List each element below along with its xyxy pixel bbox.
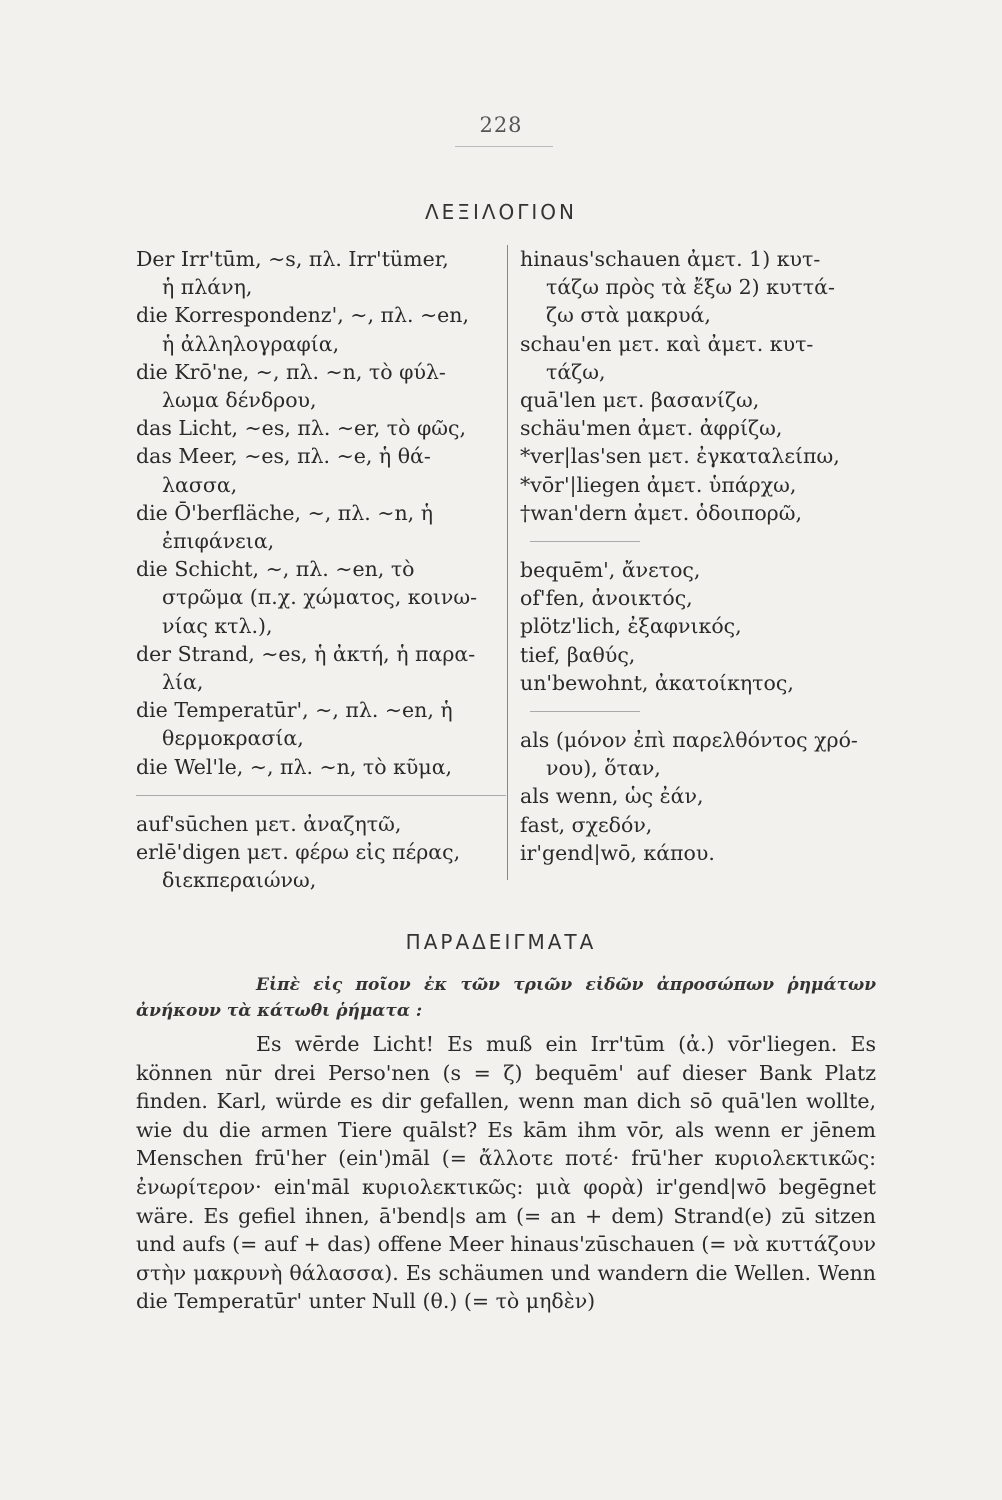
lexicon-entry — [136, 810, 506, 838]
lexicon-entry-line: die Ō'berfläche, ∼, πλ. ∼n, ἡ — [136, 500, 433, 525]
lexicon-entry — [520, 442, 890, 470]
lexicon-entry — [520, 811, 890, 839]
lexicon-entry — [136, 499, 506, 555]
lexicon-entry — [136, 358, 506, 414]
lexicon-entry — [136, 555, 506, 640]
lexicon-entry-line: ἐπιφάνεια, — [162, 529, 275, 554]
lexicon-entry — [136, 301, 506, 357]
lexicon-entry — [520, 726, 890, 782]
lexicon-entry-line: θερμοκρασία, — [162, 726, 304, 751]
lexicon-entry-line: λασσα, — [162, 472, 238, 497]
lexicon-entry-line: λία, — [162, 670, 204, 695]
lexicon-entry-line: schau'en μετ. καὶ ἀμετ. κυτ- — [520, 331, 814, 356]
lexicon-entry — [136, 640, 506, 696]
lexicon-entry — [520, 499, 890, 527]
lexicon-entry — [136, 245, 506, 301]
lexicon-entry-line: schäu'men ἀμετ. ἀφρίζω, — [520, 416, 783, 441]
lexicon-entry — [520, 612, 890, 640]
lexicon-entry-line: τάζω, — [546, 359, 606, 384]
lexicon-entry-line: ir'gend|wō, κάπου. — [520, 840, 715, 865]
lexicon-entry — [520, 245, 890, 330]
lexicon-entry — [136, 442, 506, 498]
lexicon-entry-line: νίας κτλ.), — [162, 613, 273, 638]
lexicon-entry-line: ἡ ἀλληλογραφία, — [162, 331, 340, 356]
group-separator — [530, 711, 640, 712]
lexicon-entry-line: fast, σχεδόν, — [520, 812, 653, 837]
lexicon-entry — [520, 330, 890, 386]
lexicon-left-column — [136, 245, 506, 894]
exercise-instruction: Εἰπὲ εἰς ποῖον ἐκ τῶν τριῶν εἰδῶν ἀπροσώπων ῥημάτων ἀνήκουν τὰ κάτωθι ῥήματα : — [136, 975, 876, 1021]
lexicon-entry-line: auf'sūchen μετ. ἀναζητῶ, — [136, 811, 402, 836]
exercise-text — [136, 1030, 876, 1316]
lexicon-right-column — [520, 245, 890, 867]
lexicon-entry-line: der Strand, ∼es, ἡ ἀκτή, ἡ παρα- — [136, 641, 476, 666]
lexicon-entry-line: of'fen, ἀνοικτός, — [520, 586, 693, 611]
lexicon-entry-line: plötz'lich, ἐξαφνικός, — [520, 614, 742, 639]
exercise-body: Es wērde Licht! Es muß ein Irr'tūm (ἀ.) vōr'liegen. Es können nūr drei Perso'nen (s = ζ) bequēm' auf dieser Bank Platz finden. Karl, würde es dir gefallen, wenn man dich sō quā'len wollte, wie du die armen Tiere quālst? Es kām ihm vōr, als wenn er jēnem Menschen frū'her (ein')māl (= ἄλλοτε ποτέ· frū'her κυριολεκτικῶς: ἐνωρίτερον· ein'māl κυριολεκτικῶς: μιὰ φορὰ) ir'gend|wō begēgnet wäre. Es gefiel ihnen, ā'bend|s am (= an + dem) Strand(e) zū sitzen und aufs (= auf + das) offene Meer hinaus'zūschauen (= νὰ κυττάζουν στὴν μακρυνὴ θάλασσα). Es schäumen und wandern die Wellen. Wenn die Temperatūr' unter Null (θ.) (= τὸ μηδὲν) — [136, 1032, 876, 1314]
lexicon-entry — [520, 556, 890, 584]
lexicon-entry-line: τάζω πρὸς τὰ ἔξω 2) κυττά- — [546, 275, 835, 300]
lexicon-entry-line: erlē'digen μετ. φέρω εἰς πέρας, — [136, 840, 461, 865]
lexicon-entry-line: die Krō'ne, ∼, πλ. ∼n, τὸ φύλ- — [136, 359, 446, 384]
lexicon-entry — [520, 471, 890, 499]
examples-title: ΠΑΡΑΔΕΙΓΜΑΤΑ — [405, 930, 597, 954]
lexicon-entry-line: *ver|las'sen μετ. ἐγκαταλείπω, — [520, 444, 840, 469]
lexicon-entry — [520, 839, 890, 867]
page-number-rule — [455, 146, 553, 147]
lexicon-entry-line: ζω στὰ μακρυά, — [546, 303, 711, 328]
lexicon-entry-line: als (μόνον ἐπὶ παρελθόντος χρό- — [520, 728, 858, 753]
lexicon-entry — [520, 669, 890, 697]
lexicon-entry-line: quā'len μετ. βασανίζω, — [520, 388, 760, 413]
lexicon-entry-line: un'bewohnt, ἀκατοίκητος, — [520, 670, 794, 695]
lexicon-entry-line: die Korrespondenz', ∼, πλ. ∼en, — [136, 303, 470, 328]
lexicon-entry-line: διεκπεραιώνω, — [162, 868, 317, 893]
lexicon-entry — [136, 696, 506, 752]
lexicon-entry-line: στρῶμα (π.χ. χώματος, κοινω- — [162, 585, 478, 610]
lexicon-entry-line: die Temperatūr', ∼, πλ. ∼en, ἡ — [136, 698, 453, 723]
page-number: 228 — [479, 113, 523, 137]
group-separator — [530, 541, 640, 542]
lexicon-entry-line: hinaus'schauen ἀμετ. 1) κυτ- — [520, 247, 821, 271]
lexicon-entry-line: als wenn, ὡς ἐάν, — [520, 784, 704, 809]
lexicon-entry-line: die Schicht, ∼, πλ. ∼en, τὸ — [136, 557, 415, 582]
lexicon-entry-line: bequēm', ἄνετος, — [520, 558, 701, 583]
lexicon-entry — [520, 584, 890, 612]
lexicon-entry-line: *vōr'|liegen ἀμετ. ὑπάρχω, — [520, 472, 797, 497]
lexicon-entry — [520, 414, 890, 442]
lexicon-entry-line: †wan'dern ἀμετ. ὁδοιπορῶ, — [520, 500, 802, 525]
lexicon-entry — [136, 753, 506, 781]
lexicon-entry-line: λωμα δένδρου, — [162, 388, 317, 413]
lexicon-entry-line: νου), ὅταν, — [546, 756, 661, 781]
lexicon-entry-line: das Meer, ∼es, πλ. ∼e, ἡ θά- — [136, 444, 431, 469]
lexicon-title: ΛΕΞΙΛΟΓΙΟΝ — [424, 200, 578, 224]
lexicon-entry — [520, 641, 890, 669]
lexicon-entry-line: die Wel'le, ∼, πλ. ∼n, τὸ κῦμα, — [136, 754, 453, 779]
group-separator — [136, 795, 506, 796]
lexicon-entry-line: tief, βαθύς, — [520, 642, 636, 667]
lexicon-entry-line: ἡ πλάνη, — [162, 275, 253, 300]
lexicon-entry — [136, 838, 506, 894]
lexicon-entry — [136, 414, 506, 442]
lexicon-entry — [520, 782, 890, 810]
lexicon-entry-line: das Licht, ∼es, πλ. ∼er, τὸ φῶς, — [136, 416, 467, 441]
lexicon-entry — [520, 386, 890, 414]
lexicon-entry-line: Der Irr'tūm, ∼s, πλ. Irr'tümer, — [136, 247, 449, 271]
column-divider — [507, 245, 508, 880]
